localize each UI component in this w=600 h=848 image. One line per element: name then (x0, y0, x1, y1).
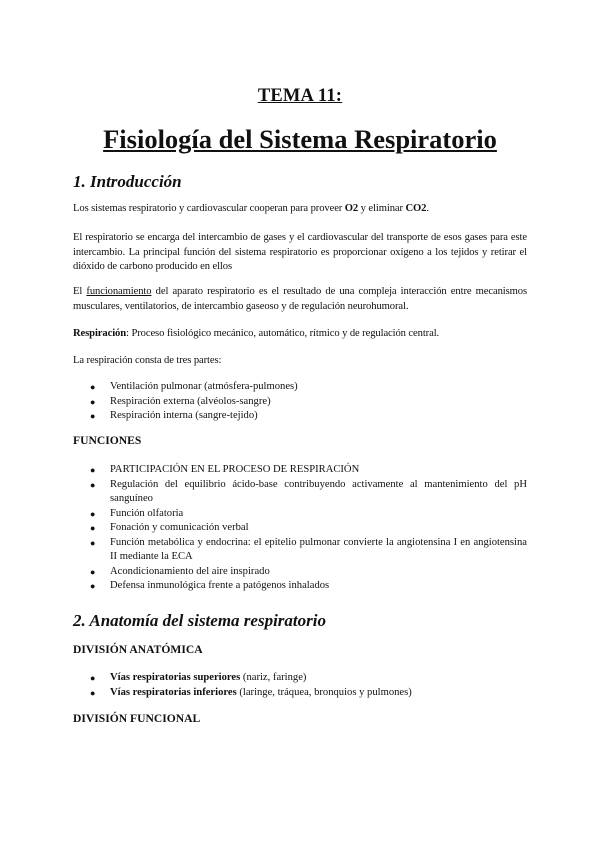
respiracion-term: Respiración (73, 328, 127, 339)
vias-respiratorias-list (73, 671, 527, 700)
list-item: ● Acondicionamiento del aire inspirado (73, 565, 527, 580)
bullet-icon: ● (90, 523, 96, 533)
respiration-parts-list (73, 380, 527, 424)
list-item: ● Respiración externa (alvéolos-sangre) (73, 395, 527, 410)
intro-paragraph-3: El funcionamiento del aparato respiratorio es el resultado de una compleja interacción entre mecanismos musculares, ventilatorios, de intercambio gaseoso y de regulación neurohumoral. (73, 286, 528, 312)
division-funcional-heading: DIVISIÓN FUNCIONAL (73, 712, 201, 725)
bullet-icon: ● (90, 687, 96, 698)
bullet-icon: ● (90, 382, 96, 392)
list-item: ● PARTICIPACIÓN EN EL PROCESO DE RESPIRACIÓN (73, 463, 527, 478)
section-heading-anatomia: 2. Anatomía del sistema respiratorio (73, 611, 326, 630)
respiracion-definition: Respiración: Proceso fisiológico mecánico, automático, rítmico y de regulación central. (73, 328, 440, 339)
co2-term: CO2 (405, 203, 427, 214)
o2-term: O2 (344, 203, 359, 214)
respiracion-parts-intro: La respiración consta de tres partes: (73, 355, 222, 366)
list-item: ● Función metabólica y endocrina: el epitelio pulmonar convierte la angiotensina I en angiotensina II mediante la ECA (90, 536, 527, 562)
list-item: ● Vías respiratorias superiores (nariz, faringe) (73, 671, 527, 686)
funciones-list (73, 463, 527, 594)
list-item: ● Fonación y comunicación verbal (73, 521, 527, 536)
funcionamiento-link[interactable]: funcionamiento (86, 286, 152, 297)
list-item: ● Defensa inmunológica frente a patógenos inhalados (73, 579, 527, 594)
list-item: ● Ventilación pulmonar (atmósfera-pulmones) (73, 380, 527, 395)
bullet-icon: ● (90, 566, 96, 577)
document-title: Fisiología del Sistema Respiratorio (103, 124, 497, 154)
bullet-icon: ● (90, 581, 96, 591)
list-item: ● Vías respiratorias inferiores (laringe, tráquea, bronquios y pulmones) (73, 686, 527, 701)
intro-paragraph-1: Los sistemas respiratorio y cardiovascular cooperan para proveer O2 y eliminar CO2. (73, 203, 429, 214)
funciones-heading: FUNCIONES (73, 434, 142, 447)
bullet-icon: ● (90, 396, 96, 407)
list-item: ● Respiración interna (sangre-tejido) (73, 409, 527, 424)
bullet-icon: ● (90, 465, 96, 475)
bullet-icon: ● (90, 537, 96, 548)
bullet-icon: ● (90, 411, 96, 421)
list-item: ● Regulación del equilibrio ácido-base contribuyendo activamente al mantenimiento del pH sanguíneo (90, 478, 527, 504)
bullet-icon: ● (90, 479, 96, 490)
section-heading-introduccion: 1. Introducción (73, 172, 182, 191)
tema-number: TEMA 11: (257, 86, 343, 106)
division-anatomica-heading: DIVISIÓN ANATÓMICA (73, 643, 203, 656)
bullet-icon: ● (90, 673, 96, 683)
intro-paragraph-2: El respiratorio se encarga del intercambio de gases y el cardiovascular del transporte de esos gases para este intercambio. La principal función del sistema respiratorio es proporcionar oxígeno a los tejidos y retirar el dióxido de carbono producido en ellos (73, 232, 527, 272)
list-item: ● Función olfatoria (73, 507, 527, 522)
bullet-icon: ● (90, 508, 96, 519)
